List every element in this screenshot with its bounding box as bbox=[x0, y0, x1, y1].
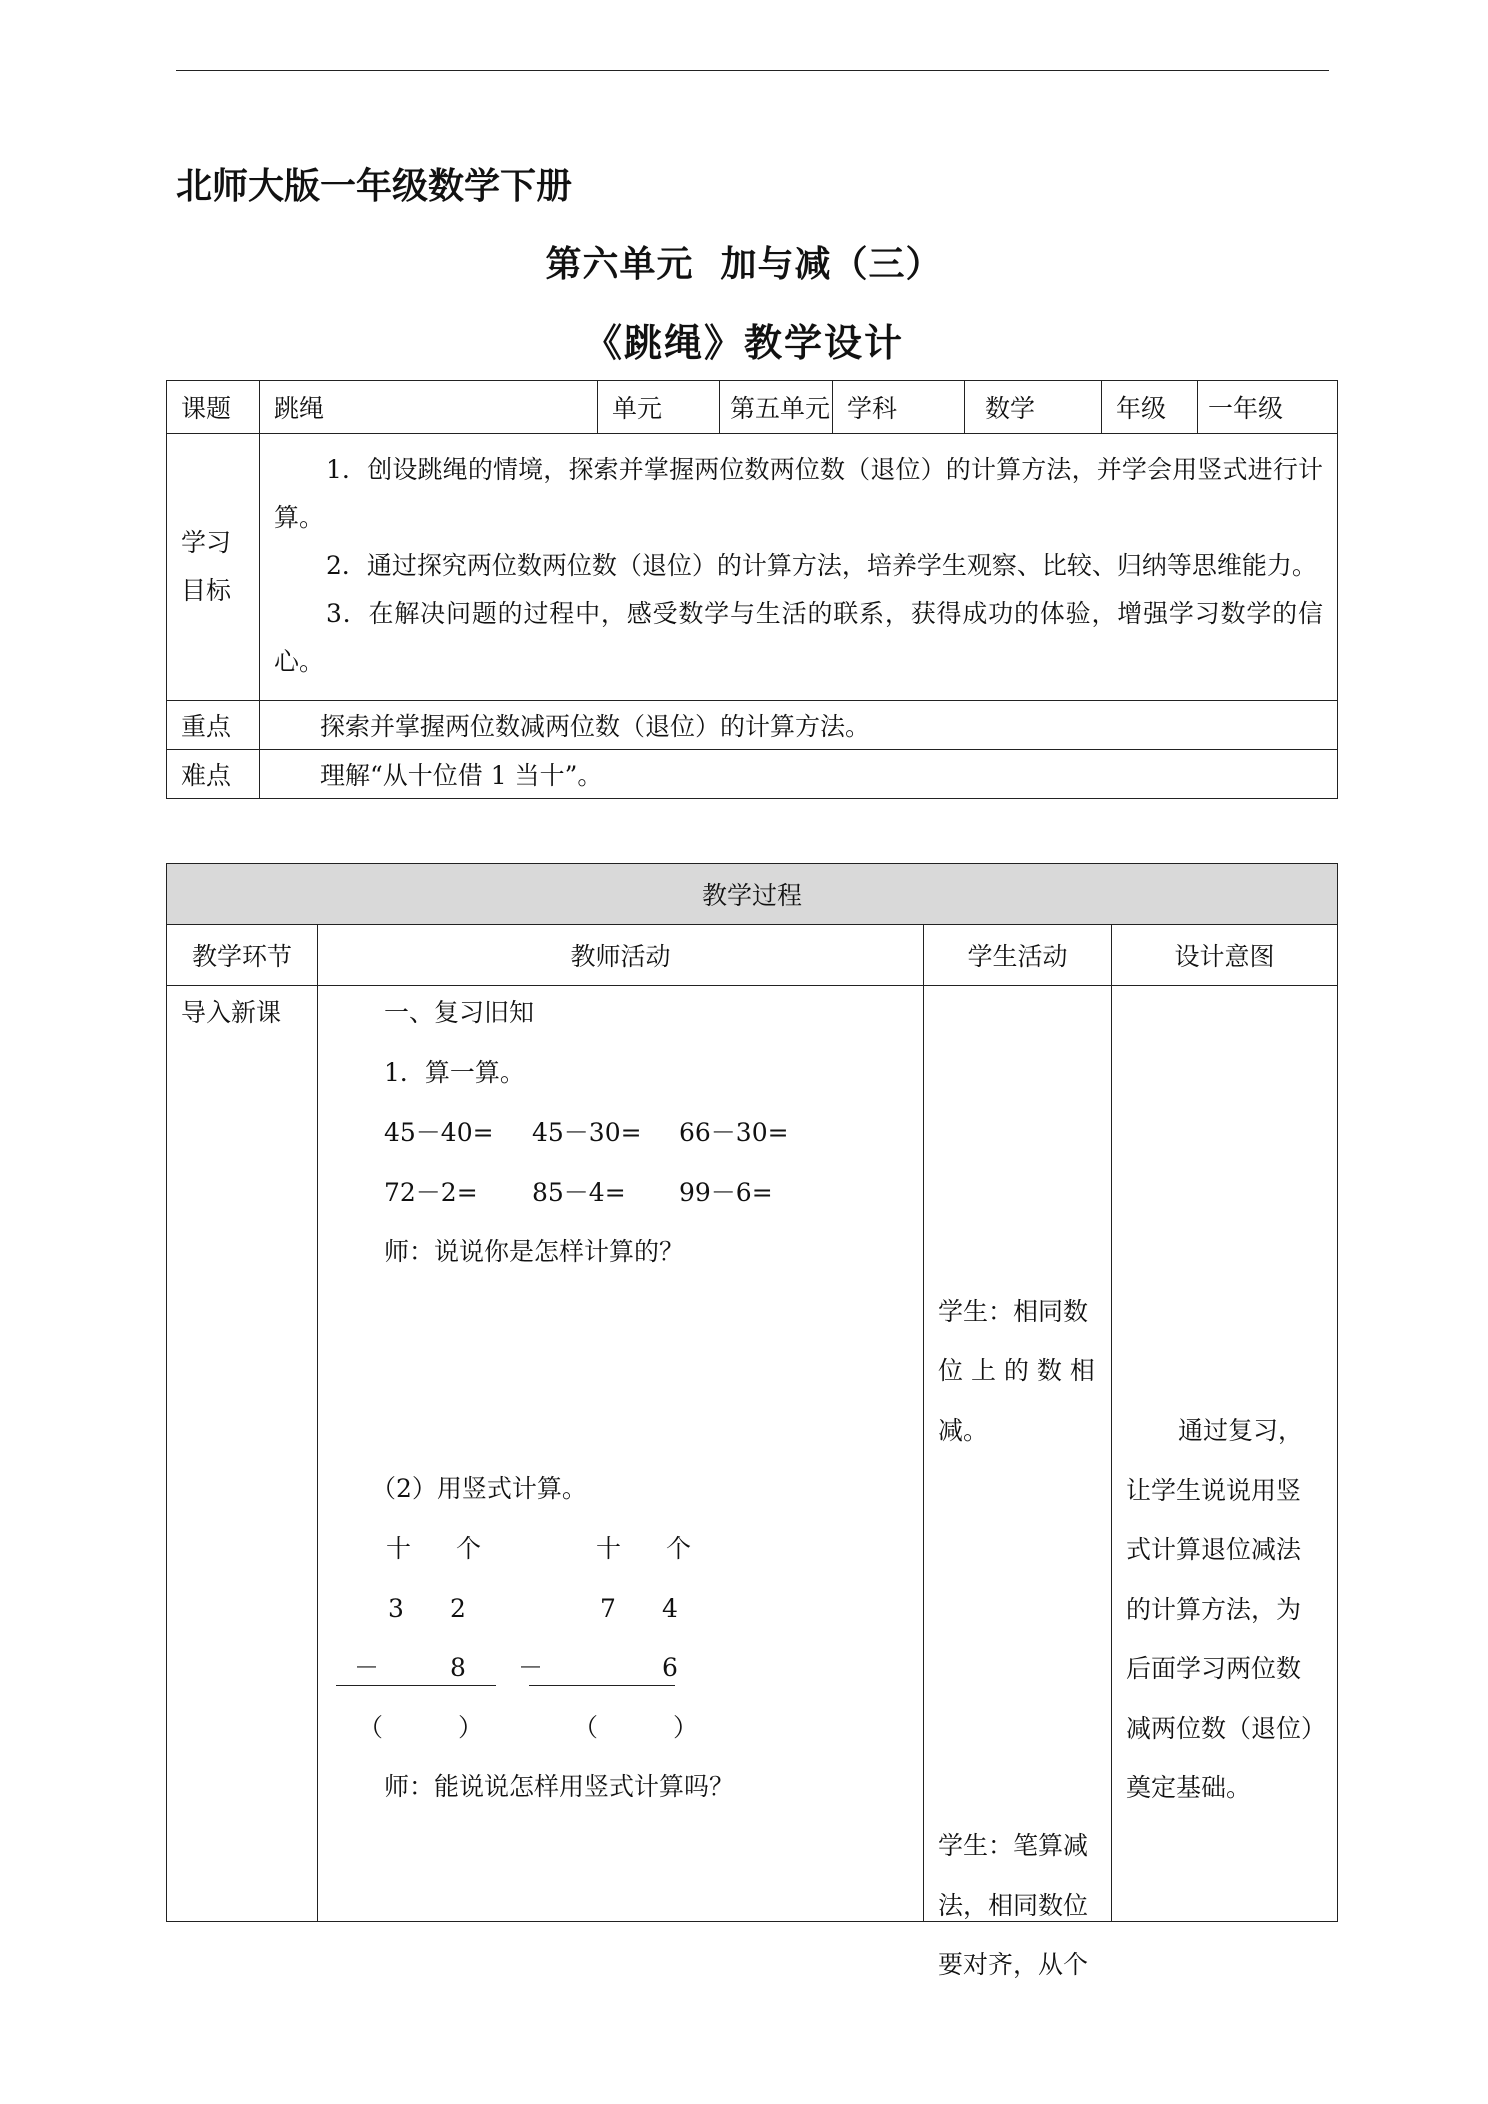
goal-item: 2．通过探究两位数两位数（退位）的计算方法，培养学生观察、比较、归纳等思维能力。 bbox=[326, 551, 1317, 580]
key-point-value: 探索并掌握两位数减两位数（退位）的计算方法。 bbox=[260, 701, 1338, 750]
vertical-sum-line bbox=[336, 1685, 496, 1686]
column-header-teacher: 教师活动 bbox=[318, 925, 924, 986]
process-heading: 教学过程 bbox=[167, 864, 1338, 925]
course-value: 跳绳 bbox=[260, 381, 598, 434]
equation: 45－30= bbox=[532, 1118, 642, 1147]
intent-text: 让学生说说用竖 bbox=[1126, 1476, 1302, 1505]
goal-item: 1．创设跳绳的情境，探索并掌握两位数两位数（退位）的计算方法，并学会用竖式进行计算。 bbox=[274, 455, 1323, 532]
key-point-label: 重点 bbox=[167, 701, 260, 750]
answer-blank: （ ） bbox=[573, 1713, 699, 1742]
student-text: 位 上 的 数 相 bbox=[938, 1356, 1095, 1385]
design-intent-cell bbox=[1112, 986, 1338, 1922]
equation: 99－6= bbox=[679, 1178, 773, 1207]
lesson-title: 《跳绳》教学设计 bbox=[583, 321, 904, 365]
subject-value: 数学 bbox=[965, 381, 1102, 434]
grade-label: 年级 bbox=[1102, 381, 1198, 434]
minus-sign: － bbox=[518, 1653, 544, 1682]
vertical-digit: 4 bbox=[662, 1594, 678, 1623]
student-text: 减。 bbox=[938, 1416, 989, 1445]
student-text: 学生：相同数 bbox=[938, 1297, 1089, 1326]
vertical-digit: 3 bbox=[388, 1594, 404, 1623]
intent-text: 减两位数（退位） bbox=[1126, 1714, 1327, 1743]
equation: 72－2= bbox=[384, 1178, 478, 1207]
vertical-digit: 7 bbox=[600, 1594, 616, 1623]
goal-item: 3．在解决问题的过程中，感受数学与生活的联系，获得成功的体验，增强学习数学的信心。 bbox=[274, 599, 1323, 676]
vertical-digit: 2 bbox=[450, 1594, 466, 1623]
vertical-sum-line bbox=[529, 1685, 675, 1686]
lesson-info-table bbox=[166, 380, 1338, 799]
intent-text: 的计算方法，为 bbox=[1126, 1595, 1302, 1624]
column-header-student: 学生活动 bbox=[924, 925, 1112, 986]
intent-text: 奠定基础。 bbox=[1126, 1773, 1252, 1802]
column-header-stage: 教学环节 bbox=[167, 925, 318, 986]
vertical-digit: 6 bbox=[662, 1653, 678, 1682]
equation: 85－4= bbox=[532, 1178, 626, 1207]
goals-label bbox=[167, 434, 260, 701]
review-title: 一、复习旧知 bbox=[384, 998, 535, 1027]
minus-sign: － bbox=[354, 1653, 380, 1682]
goals-label-line2: 目标 bbox=[181, 576, 232, 605]
place-label-tens: 十 bbox=[386, 1534, 412, 1563]
header-rule bbox=[176, 70, 1329, 71]
difficulty-label: 难点 bbox=[167, 750, 260, 799]
unit-value: 第五单元 bbox=[720, 381, 833, 434]
student-activity-cell bbox=[924, 986, 1112, 1979]
place-label-ones: 个 bbox=[666, 1534, 692, 1563]
course-label: 课题 bbox=[167, 381, 260, 434]
equation: 66－30= bbox=[679, 1118, 789, 1147]
student-text: 法，相同数位 bbox=[938, 1891, 1089, 1920]
vertical-digit: 8 bbox=[450, 1653, 466, 1682]
teacher-activity-cell bbox=[318, 986, 924, 1922]
column-header-intent: 设计意图 bbox=[1112, 925, 1338, 986]
exercise-heading: 1．算一算。 bbox=[384, 1058, 525, 1087]
answer-blank: （ ） bbox=[358, 1713, 484, 1742]
unit-label: 单元 bbox=[598, 381, 720, 434]
intent-text: 后面学习两位数 bbox=[1126, 1654, 1302, 1683]
teacher-question: 师：能说说怎样用竖式计算吗？ bbox=[384, 1772, 735, 1801]
goals-label-line1: 学习 bbox=[181, 528, 232, 557]
subject-label: 学科 bbox=[833, 381, 965, 434]
stage-cell bbox=[167, 986, 318, 1922]
series-title: 北师大版一年级数学下册 bbox=[176, 166, 573, 207]
stage-label: 导入新课 bbox=[181, 998, 282, 1027]
teacher-question: 师：说说你是怎样计算的？ bbox=[384, 1237, 685, 1266]
teaching-process-table bbox=[166, 863, 1338, 1979]
place-label-ones: 个 bbox=[456, 1534, 482, 1563]
place-label-tens: 十 bbox=[596, 1534, 622, 1563]
exercise-heading: （2）用竖式计算。 bbox=[371, 1474, 587, 1503]
grade-value: 一年级 bbox=[1198, 381, 1338, 434]
difficulty-value: 理解“从十位借 1 当十”。 bbox=[260, 750, 1338, 799]
student-text: 要对齐，从个 bbox=[938, 1950, 1089, 1979]
goals-content bbox=[260, 434, 1338, 701]
intent-text: 通过复习， bbox=[1178, 1416, 1304, 1445]
unit-title: 第六单元 加与减（三） bbox=[545, 244, 943, 285]
intent-text: 式计算退位减法 bbox=[1126, 1535, 1302, 1564]
equation: 45－40= bbox=[384, 1118, 494, 1147]
student-text: 学生：笔算减 bbox=[938, 1831, 1089, 1860]
